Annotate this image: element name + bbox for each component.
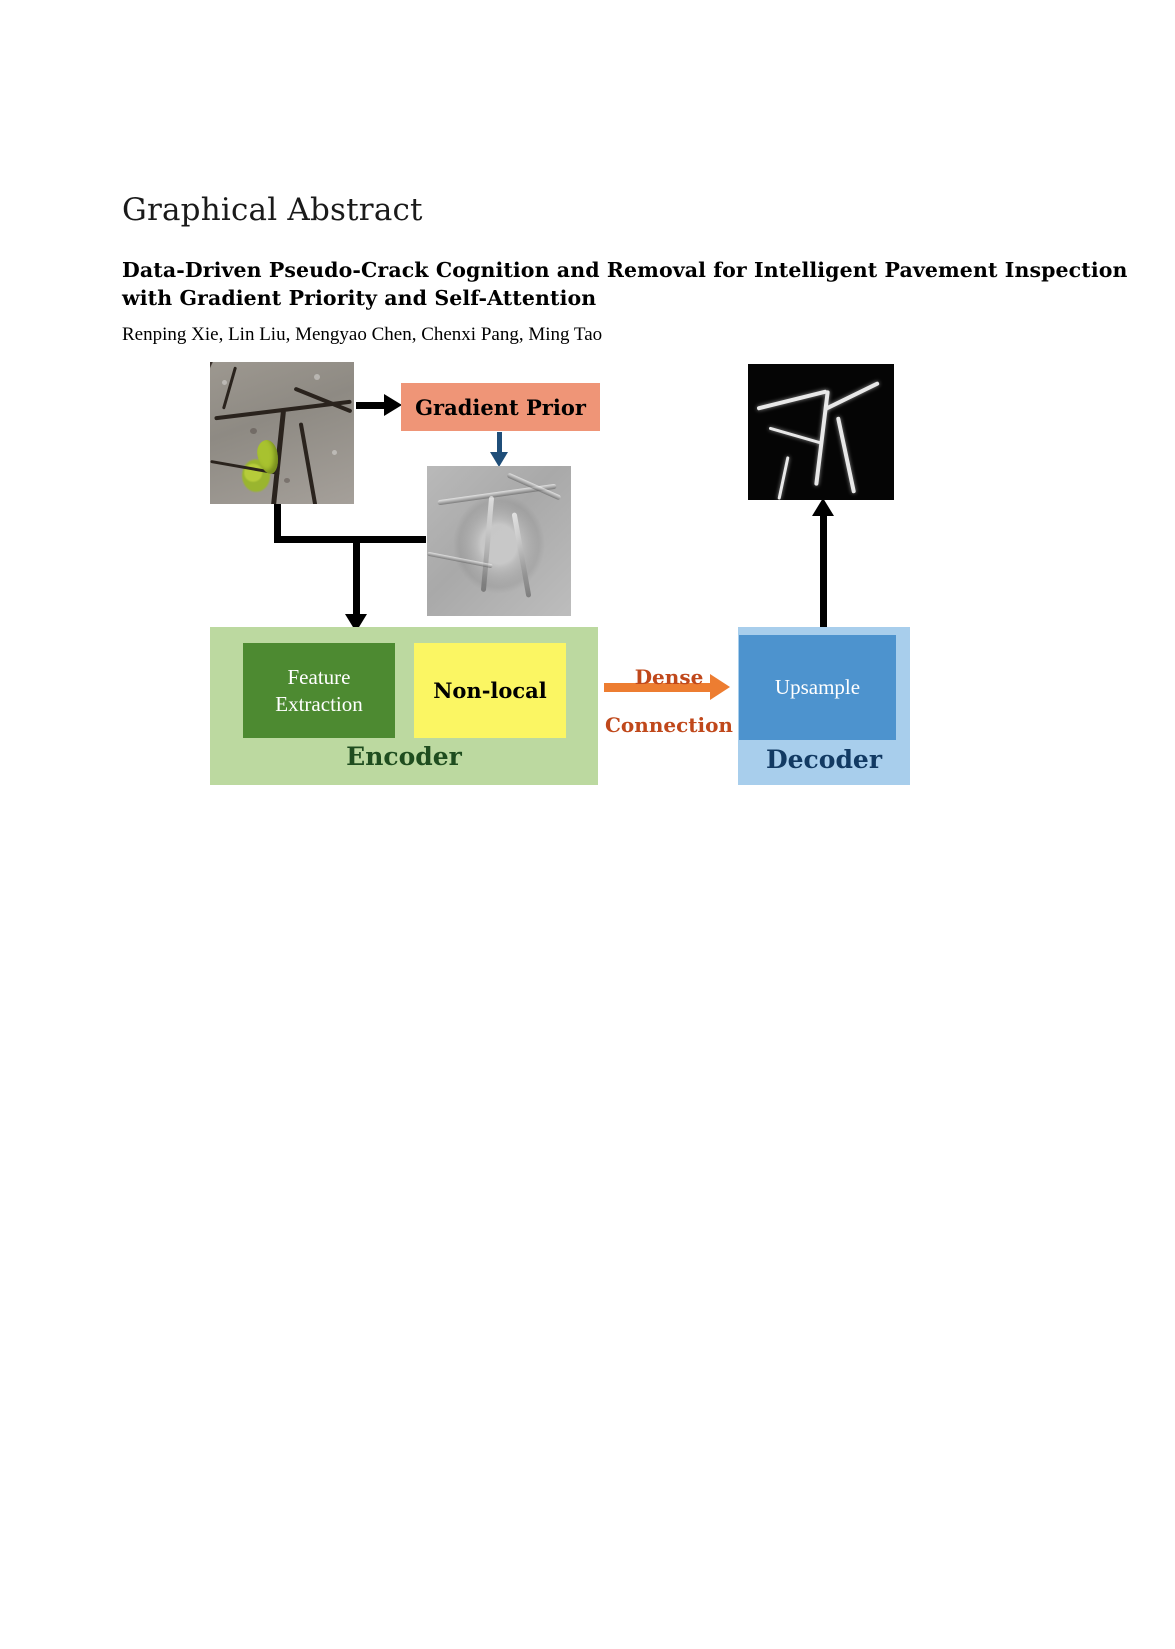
nonlocal-label: Non-local xyxy=(433,678,547,703)
feature-extraction-label xyxy=(275,664,362,718)
arrow-photo-to-gradient-prior xyxy=(356,402,386,409)
gradient-prior-block[interactable] xyxy=(401,383,600,431)
page-title: Data-Driven Pseudo-Crack Cognition and Removal for Intelligent Pavement Inspection with Gradient Priority and Self-Attention xyxy=(122,258,1128,310)
gradient-map-image xyxy=(427,466,571,616)
connector-down-to-encoder xyxy=(353,536,360,620)
connector-horizontal-to-gradient xyxy=(274,536,426,543)
feature-extraction-block[interactable] xyxy=(243,643,395,738)
feature-extraction-label-line1: Feature xyxy=(287,664,351,689)
arrow-head-to-output xyxy=(812,498,834,516)
upsample-block[interactable] xyxy=(739,635,896,740)
nonlocal-block[interactable] xyxy=(414,643,566,738)
author-list: Renping Xie, Lin Liu, Mengyao Chen, Chenxi Pang, Ming Tao xyxy=(122,324,603,345)
input-pavement-image xyxy=(210,362,354,504)
output-crack-map-image xyxy=(748,364,894,500)
feature-extraction-label-line2: Extraction xyxy=(275,691,363,716)
section-heading: Graphical Abstract xyxy=(122,192,423,228)
arrow-head-to-gradient-prior xyxy=(384,394,402,416)
decoder-label: Decoder xyxy=(765,745,883,774)
arrow-gradient-prior-to-map xyxy=(497,432,502,454)
connection-label: Connection xyxy=(605,713,733,737)
arrow-decoder-to-output xyxy=(820,512,827,627)
dense-label: Dense xyxy=(634,665,704,689)
gradient-prior-label: Gradient Prior xyxy=(415,394,586,420)
arrow-head-to-gradient-map xyxy=(490,452,508,467)
upsample-label: Upsample xyxy=(774,675,861,699)
encoder-label: Encoder xyxy=(346,742,462,771)
